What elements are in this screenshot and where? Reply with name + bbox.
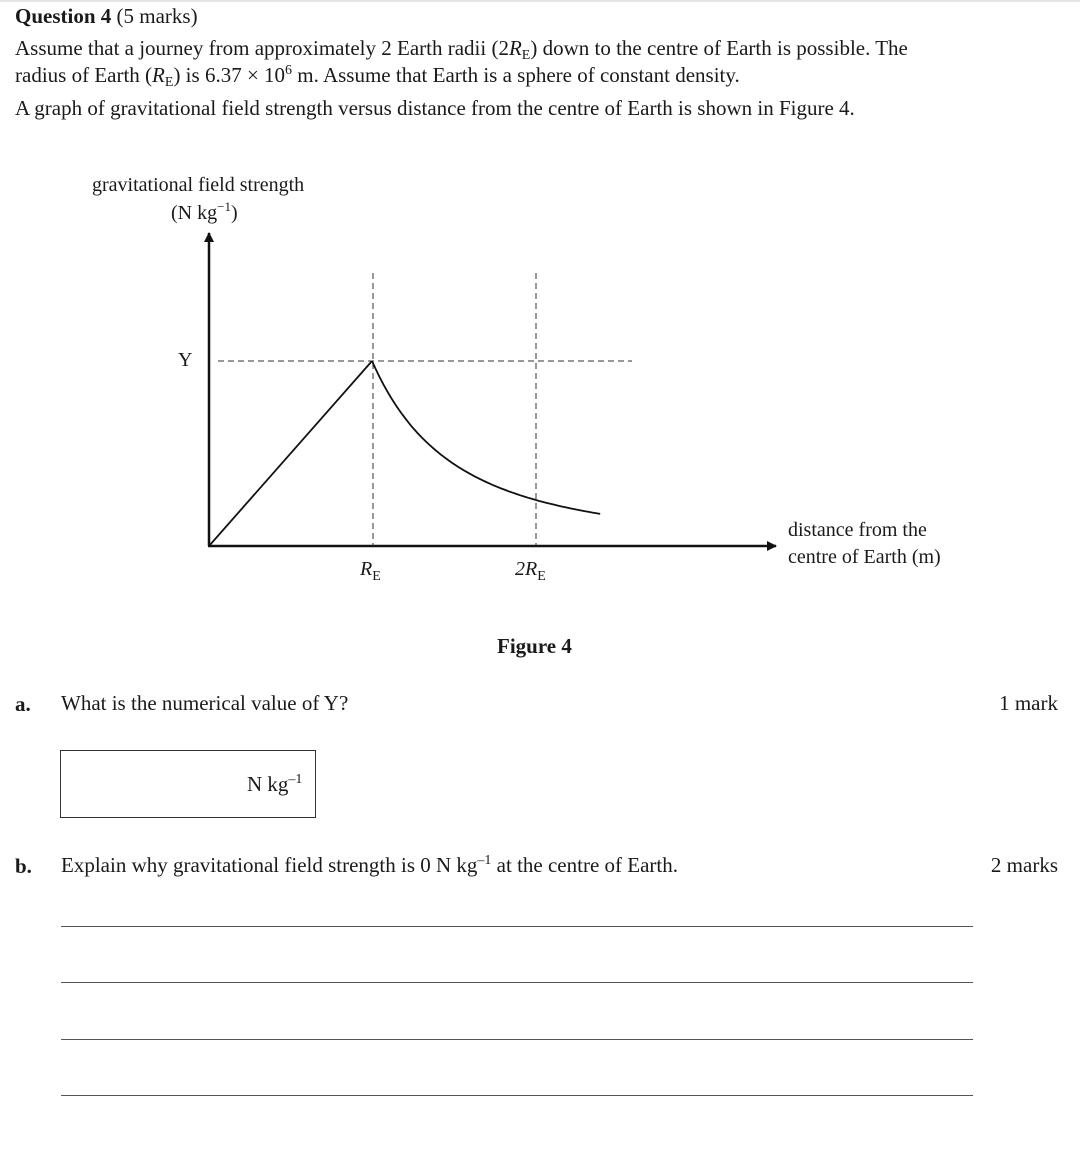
answer-line[interactable] <box>61 1039 973 1040</box>
answer-line[interactable] <box>61 982 973 983</box>
intro-line-2: radius of Earth $(R_E)$ is $6.37 \times 10^6$ m. Assume that Earth is a sphere of constant density. <box>15 63 740 90</box>
x-tick-re: $R_E$ <box>360 558 381 584</box>
series-outside-curve <box>372 361 600 514</box>
part-a-answer-unit: N $kg^{-1}$ <box>247 772 303 796</box>
figure-intro: A graph of gravitational field strength versus distance from the centre of Earth is shown in Figure 4. <box>15 96 855 120</box>
answer-line[interactable] <box>61 1095 973 1096</box>
intro-line-1: Assume that a journey from approximately 2 Earth radii $(2R_E)$ down to the centre of Earth is possible. The <box>15 36 908 63</box>
gravity-graph <box>0 165 1080 605</box>
figure-caption: Figure 4 <box>497 634 572 658</box>
part-b-marks: 2 marks <box>990 853 1058 877</box>
series-inside-line <box>209 361 372 546</box>
question-title <box>15 4 198 29</box>
part-b-question: Explain why gravitational field strength is 0 N $kg^{-1}$ at the centre of Earth. <box>61 853 678 877</box>
x-tick-2re: $2R_E$ <box>515 558 546 584</box>
y-marker-label: Y <box>178 349 193 371</box>
part-a-letter: a. <box>15 692 31 716</box>
answer-line[interactable] <box>61 926 973 927</box>
y-axis-label-line2: (N $kg^{-1}$) <box>171 199 238 224</box>
part-b-letter: b. <box>15 854 32 878</box>
y-axis-label-line1: gravitational field strength <box>92 174 305 196</box>
question-marks: (5 marks) <box>116 4 198 28</box>
part-a-marks: 1 mark <box>999 691 1058 715</box>
question-intro <box>15 35 908 89</box>
x-axis-label-line1: distance from the <box>788 519 927 541</box>
question-number: Question 4 <box>15 4 112 28</box>
x-axis-label-line2: centre of Earth (m) <box>788 546 941 568</box>
part-a-question: What is the numerical value of Y? <box>61 691 349 715</box>
top-divider <box>0 0 1080 2</box>
